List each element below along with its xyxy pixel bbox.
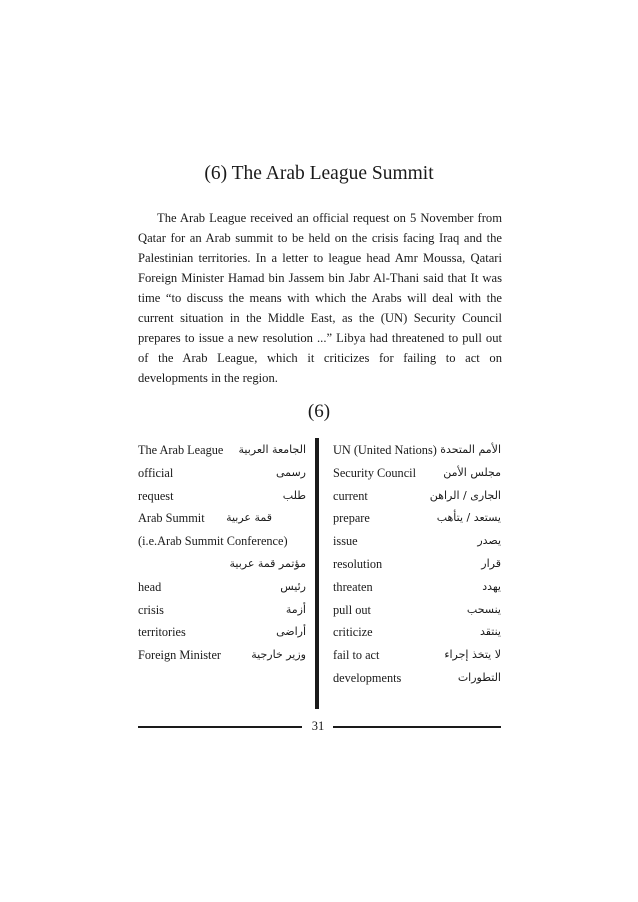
term-english: resolution [333, 556, 383, 571]
glossary-row [138, 602, 306, 625]
term-english: fail to act [333, 648, 380, 663]
term-english: head [138, 579, 162, 594]
term-english: prepare [333, 511, 370, 526]
term-arabic: قمة عربية [226, 511, 272, 525]
glossary-row [333, 624, 501, 647]
glossary-row [333, 602, 501, 625]
term-arabic: ينسحب [466, 602, 501, 616]
column-divider [315, 438, 319, 709]
glossary-row [333, 579, 501, 602]
term-arabic: رئيس [280, 579, 306, 593]
glossary-row [333, 533, 501, 556]
glossary-row [333, 510, 501, 533]
glossary-row [138, 647, 306, 670]
term-english: threaten [333, 579, 373, 594]
term-arabic: وزير خارجية [251, 648, 306, 662]
glossary-number: (6) [307, 401, 331, 422]
term-arabic: قرار [481, 556, 501, 570]
glossary-row [138, 465, 306, 488]
glossary-row [333, 442, 501, 465]
term-arabic: يهدد [482, 579, 501, 593]
term-english: criticize [333, 625, 373, 640]
term-english: developments [333, 670, 402, 685]
term-arabic: مجلس الأمن [443, 465, 501, 479]
term-english: current [333, 488, 368, 503]
term-english: UN (United Nations) [333, 443, 437, 457]
term-arabic: طلب [282, 488, 306, 502]
term-arabic: التطورات [457, 670, 501, 684]
term-english: The Arab League [138, 443, 224, 457]
term-arabic: أزمة [285, 602, 306, 616]
glossary-right-column [333, 442, 501, 693]
term-english: crisis [138, 602, 164, 617]
term-arabic: الجارى / الراهن [429, 488, 501, 502]
glossary-row [333, 488, 501, 511]
glossary-row [138, 488, 306, 511]
term-english: Security Council [333, 465, 416, 480]
term-arabic: رسمى [275, 465, 306, 479]
term-arabic: أراضى [276, 625, 306, 639]
term-english: official [138, 465, 174, 480]
glossary-row [138, 624, 306, 647]
glossary-row [138, 510, 306, 533]
glossary-row [138, 556, 306, 579]
glossary-row [138, 533, 306, 556]
glossary-row [138, 579, 306, 602]
glossary-row [138, 442, 306, 465]
glossary-row [333, 670, 501, 693]
page-number: 31 [311, 719, 325, 733]
term-arabic: ينتقد [479, 625, 501, 639]
article-paragraph: The Arab League received an official request on 5 November from Qatar for an Arab summit to be held on the crisis facing Iraq and the Palestinian territories. In a letter to league head Amr Moussa, Qatari Foreign Minister Hamad bin Jassem bin Jabr Al-Thani said that It was time “to discuss the means with which the Arabs will deal with the current situation in the Middle East, as the (UN) Security Council prepares to issue a new resolution ...” Libya had threatened to pull out of the Arab League, which it criticizes for failing to act on developments in the region. [138, 211, 502, 385]
term-english: issue [333, 534, 358, 549]
term-english: (i.e.Arab Summit Conference) [138, 534, 288, 549]
term-english: pull out [333, 602, 371, 617]
term-english: Foreign Minister [138, 648, 221, 663]
term-arabic: يستعد / يتأهب [436, 511, 501, 525]
term-arabic: الأمم المتحدة [440, 443, 501, 456]
glossary-left-column [138, 442, 306, 670]
footer-rule-left [138, 726, 302, 728]
term-english: Arab Summit [138, 511, 205, 526]
term-arabic: مؤتمر قمة عربية [229, 556, 306, 570]
term-arabic: يصدر [477, 534, 501, 548]
term-arabic: لا يتخذ إجراء [444, 648, 501, 662]
term-arabic: الجامعة العربية [238, 443, 306, 456]
glossary-row [333, 647, 501, 670]
term-english: territories [138, 625, 186, 640]
term-english: request [138, 488, 174, 503]
section-title: (6) The Arab League Summit [204, 163, 434, 184]
footer-rule-right [333, 726, 501, 728]
glossary-row [333, 556, 501, 579]
glossary-row [333, 465, 501, 488]
